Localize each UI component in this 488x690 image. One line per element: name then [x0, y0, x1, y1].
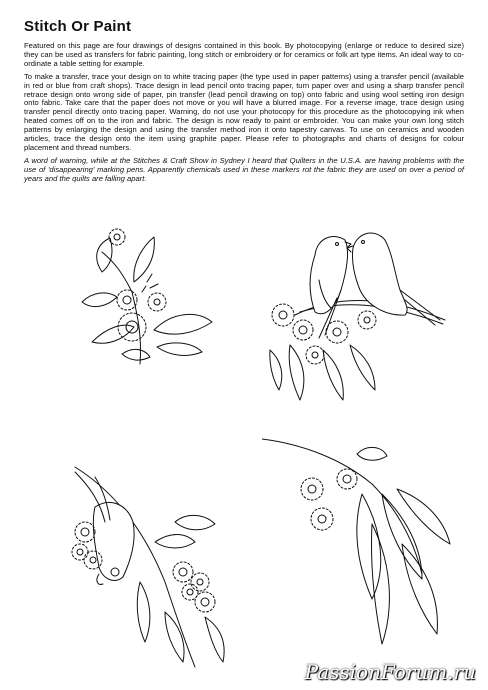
- drawing-lovebirds-on-branch: [255, 220, 455, 410]
- drawing-gum-branch-leaves: [262, 434, 452, 654]
- drawing-gum-blossom-leaves: [62, 222, 217, 372]
- warning-paragraph: A word of warning, while at the Stitches & Craft Show in Sydney I heard that Quilters in the U.S.A. are having problems with the use of 'disappearing' marking pens. Apparently chemicals used in these markers rot the fabric they are used on over a period of years and the quilts are falling apart.: [24, 155, 464, 183]
- watermark: PassionForum.ru: [304, 660, 476, 684]
- blossom-cluster-icon: [72, 522, 215, 612]
- drawing-bird-in-blossom: [55, 462, 235, 672]
- blossom-cluster-icon: [301, 469, 357, 530]
- blossom-1-icon: [118, 313, 146, 341]
- transfer-instructions-paragraph: To make a transfer, trace your design on to white tracing paper (the type used in paper patterns) using a transfer pencil (available in red or blue from craft shops). Trace design in lead pencil onto tracing paper, turn paper over and using a sharp transfer pencil retrace design onto wrong side of paper, pin transfer (lead pencil drawing on top) onto fabric and using wool setting iron design onto fabric. Take care that the paper does not move or you will have a blurred image. For a reverse image, trace design using transfer pencil directly onto tracing paper. Warning, do not use your photocopy for this procedure as the photocopying ink when heated comes off on to the iron and fabric. The design is now ready to paint or embroider. You can make your own long stitch patterns by enlarging the design and using the transfer method iron it onto tapestry canvas. To use on ceramics and wooden articles, trace the design onto the item using graphite paper. Please refer to photographs and charts of designs for colour placement and thread numbers.: [24, 71, 464, 152]
- page-title: Stitch Or Paint: [24, 18, 132, 35]
- blossom-4-icon: [148, 293, 166, 311]
- body-text: [24, 42, 464, 188]
- intro-paragraph: Featured on this page are four drawings of designs contained in this book. By photocopying (enlarge or reduce to desired size) they can be used as transfers for fabric painting, long stitch or embroidery or for ceramics or folk art type items. An ideal way to co-ordinate a table setting for example.: [24, 41, 464, 68]
